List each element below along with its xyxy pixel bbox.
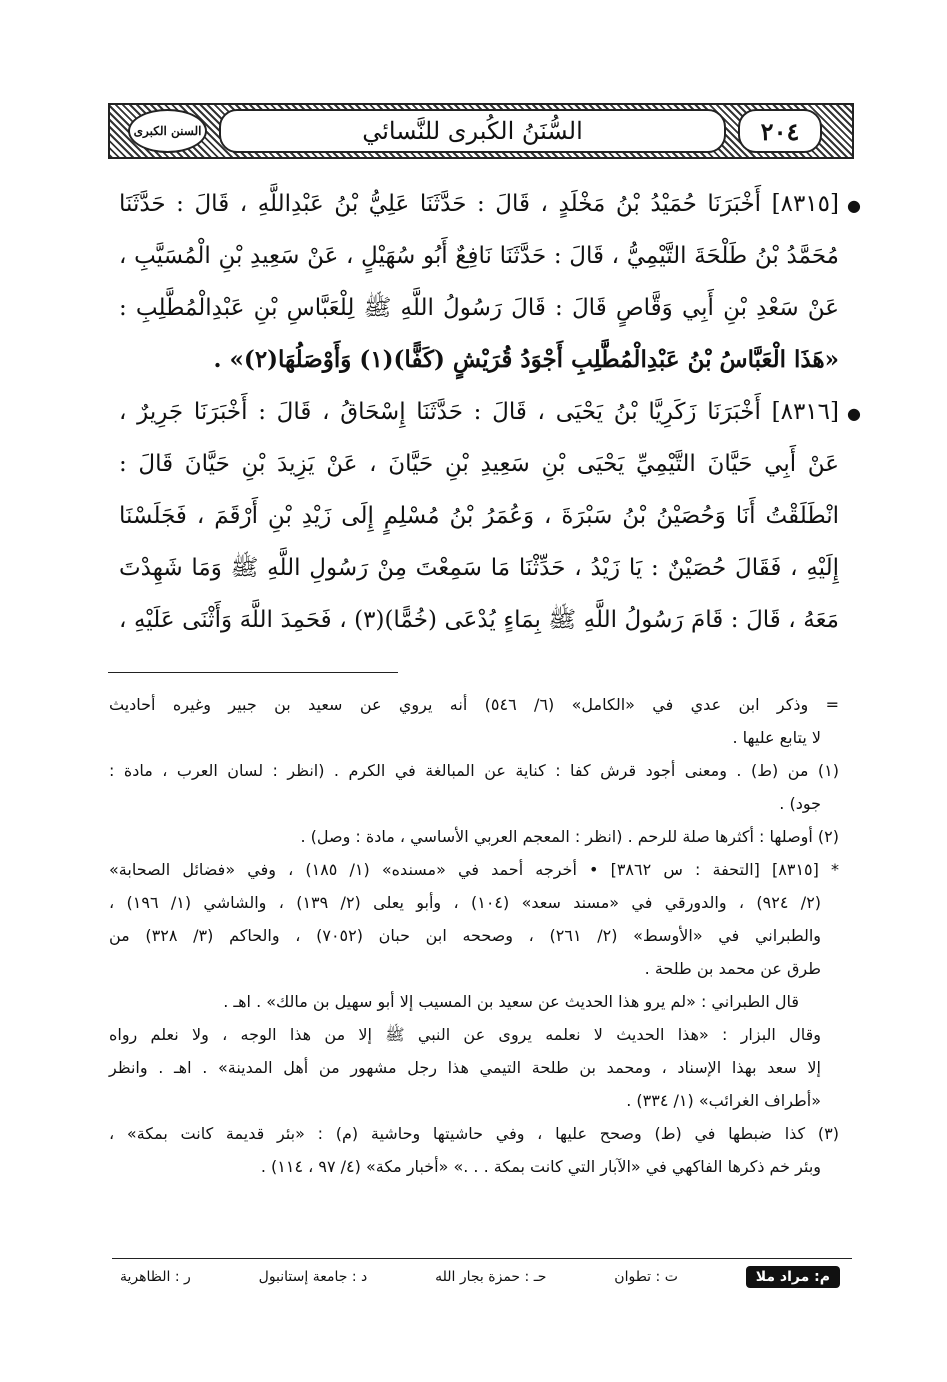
footnote-line: قال الطبراني : «لم يرو هذا الحديث عن سعيد بن المسيب إلا أبو سهيل بن مالك» . اهـ .	[223, 992, 799, 1011]
sigla-item: د : جامعة إستانبول	[258, 1269, 368, 1285]
sigla-badge: م: مراد ملا	[746, 1266, 840, 1288]
page-header	[108, 103, 854, 159]
page-number: ٢٠٤	[738, 109, 822, 153]
footer-separator	[112, 1258, 852, 1259]
footnote-line: (٣) كذا ضبطها في (ط) وصحح عليها ، وفي حاشيتها وحاشية (م) : «بئر قديمة كانت بمكة» ،	[109, 1124, 839, 1143]
footnote-line: (٢) أوصلها : أكثرها صلة للرحم . (انظر : المعجم العربي الأساسي ، مادة : وصل) .	[300, 827, 839, 846]
text-line: [٨٣١٦] أَخْبَرَنَا زَكَرِيَّا بْنُ يَحْيَى ، قَالَ : حَدَّثَنَا إِسْحَاقُ ، قَالَ : أَخْبَرَنَا جَرِيرٌ ،	[119, 399, 839, 425]
bullet-icon: ●	[847, 196, 861, 215]
text-line: عَنْ سَعْدِ بْنِ أَبِي وَقَّاصٍ قَالَ : قَالَ رَسُولُ اللَّهِ ﷺ لِلْعَبَّاسِ بْنِ عَبْدِالْمُطَّلِبِ :	[119, 295, 839, 321]
footnote-line: = وذكر ابن عدي في «الكامل» (٦/ ٥٤٦) أنه يروي عن سعيد بن جبير وغيره أحاديث	[109, 695, 839, 714]
hadith-8316	[119, 386, 861, 646]
footnote-line: (٢/ ٩٢٤) ، والدورقي في «مسند سعد» (١٠٤) ، وأبو يعلى (٢/ ١٣٩) ، والشاشي (١/ ١٩٦) ،	[109, 893, 822, 912]
book-title: السُّنَنُ الكُبرى للنَّسائي	[219, 109, 726, 153]
footnote-line: إلا سعد بهذا الإسناد ، ومحمد بن طلحة التيمي هذا رجل مشهور من أهل المدينة» . اهـ . وانظر	[109, 1058, 821, 1077]
text-line: مُحَمَّدُ بْنُ طَلْحَةَ التَّيْمِيُّ ، قَالَ : حَدَّثَنَا نَافِعٌ أَبُو سُهَيْلٍ ، عَنْ سَعِيدِ بْنِ الْمُسَيَّبِ ،	[119, 243, 839, 269]
bullet-icon: ●	[847, 404, 861, 423]
sigla-item: ت : تطوان	[614, 1269, 678, 1285]
text-line: [٨٣١٥] أَخْبَرَنَا حُمَيْدُ بْنُ مَخْلَدٍ ، قَالَ : حَدَّثَنَا عَلِيُّ بْنُ عَبْدِاللَّهِ ، قَالَ : حَدَّثَنَا	[119, 191, 839, 217]
footnote-line: وبئر خم ذكرها الفاكهي في «الآبار التي كانت بمكة . . .» «أخبار مكة» (٤/ ٩٧ ، ١١٤) .	[260, 1157, 821, 1176]
footnote-line: والطبراني في «الأوسط» (٢/ ٢٦١) ، وصححه ابن حبان (٧٠٥٢) ، والحاكم (٣/ ٣٢٨) من	[109, 926, 822, 945]
footnote-separator	[108, 672, 398, 673]
footnote-line: وقال البزار : «هذا الحديث لا نعلمه يروى عن النبي ﷺ إلا من هذا الوجه ، ولا نعلم رواه	[109, 1025, 821, 1044]
footnote-line: طرق عن محمد بن طلحة .	[644, 959, 821, 978]
text-line: انْطَلَقْتُ أَنَا وَحُصَيْنُ بْنُ سَبْرَةَ ، وَعُمَرُ بْنُ مُسْلِمٍ إِلَى زَيْدِ بْنِ أَرْقَمَ ، فَجَلَسْنَا	[119, 503, 839, 529]
footnote-line: «أطراف الغرائب» (١/ ٣٣٤) .	[626, 1091, 821, 1110]
manuscript-sigla	[120, 1263, 840, 1291]
sigla-item: حـ : حمزة بجار الله	[435, 1269, 547, 1285]
sigla-item: ر : الظاهرية	[120, 1269, 191, 1285]
footnote-line: (١) من (ط) . ومعنى أجود قرش كفا : كناية عن المبالغة في الكرم . (انظر : لسان العرب ، مادة :	[109, 761, 839, 780]
logo-emblem: السنن الكبرى	[128, 109, 207, 153]
hadith-8315	[119, 178, 861, 386]
text-line: إِلَيْهِ ، فَقَالَ حُصَيْنٌ : يَا زَيْدُ ، حَدِّثْنَا مَا سَمِعْتَ مِنْ رَسُولِ اللَّهِ ﷺ وَمَا شَهِدْتَ	[119, 555, 839, 581]
text-line: مَعَهُ ، قَالَ : قَامَ رَسُولُ اللَّهِ ﷺ بِمَاءٍ يُدْعَى (خُمًّا)(٣) ، فَحَمِدَ اللَّهَ وَأَثْنَى عَلَيْهِ ،	[119, 607, 839, 633]
footnote-line: * [٨٣١٥] [التحفة : س ٣٨٦٢] • أخرجه أحمد في «مسنده» (١/ ١٨٥) ، وفي «فضائل الصحابة»	[109, 860, 840, 879]
footnote-line: لا يتابع عليها .	[732, 728, 821, 747]
text-line: «هَذَا الْعَبَّاسُ بْنُ عَبْدِالْمُطَّلِبِ أَجْوَدُ قُرَيْشٍ (كَفًّا)(١) وَأَوْصَلُهَا(٢)» .	[213, 346, 839, 373]
text-line: عَنْ أَبِي حَيَّانَ التَّيْمِيِّ يَحْيَى بْنِ سَعِيدِ بْنِ حَيَّانَ ، عَنْ يَزِيدَ بْنِ حَيَّانَ قَالَ :	[119, 451, 839, 477]
footnotes	[109, 688, 839, 1183]
footnote-line: جود) .	[779, 794, 821, 813]
